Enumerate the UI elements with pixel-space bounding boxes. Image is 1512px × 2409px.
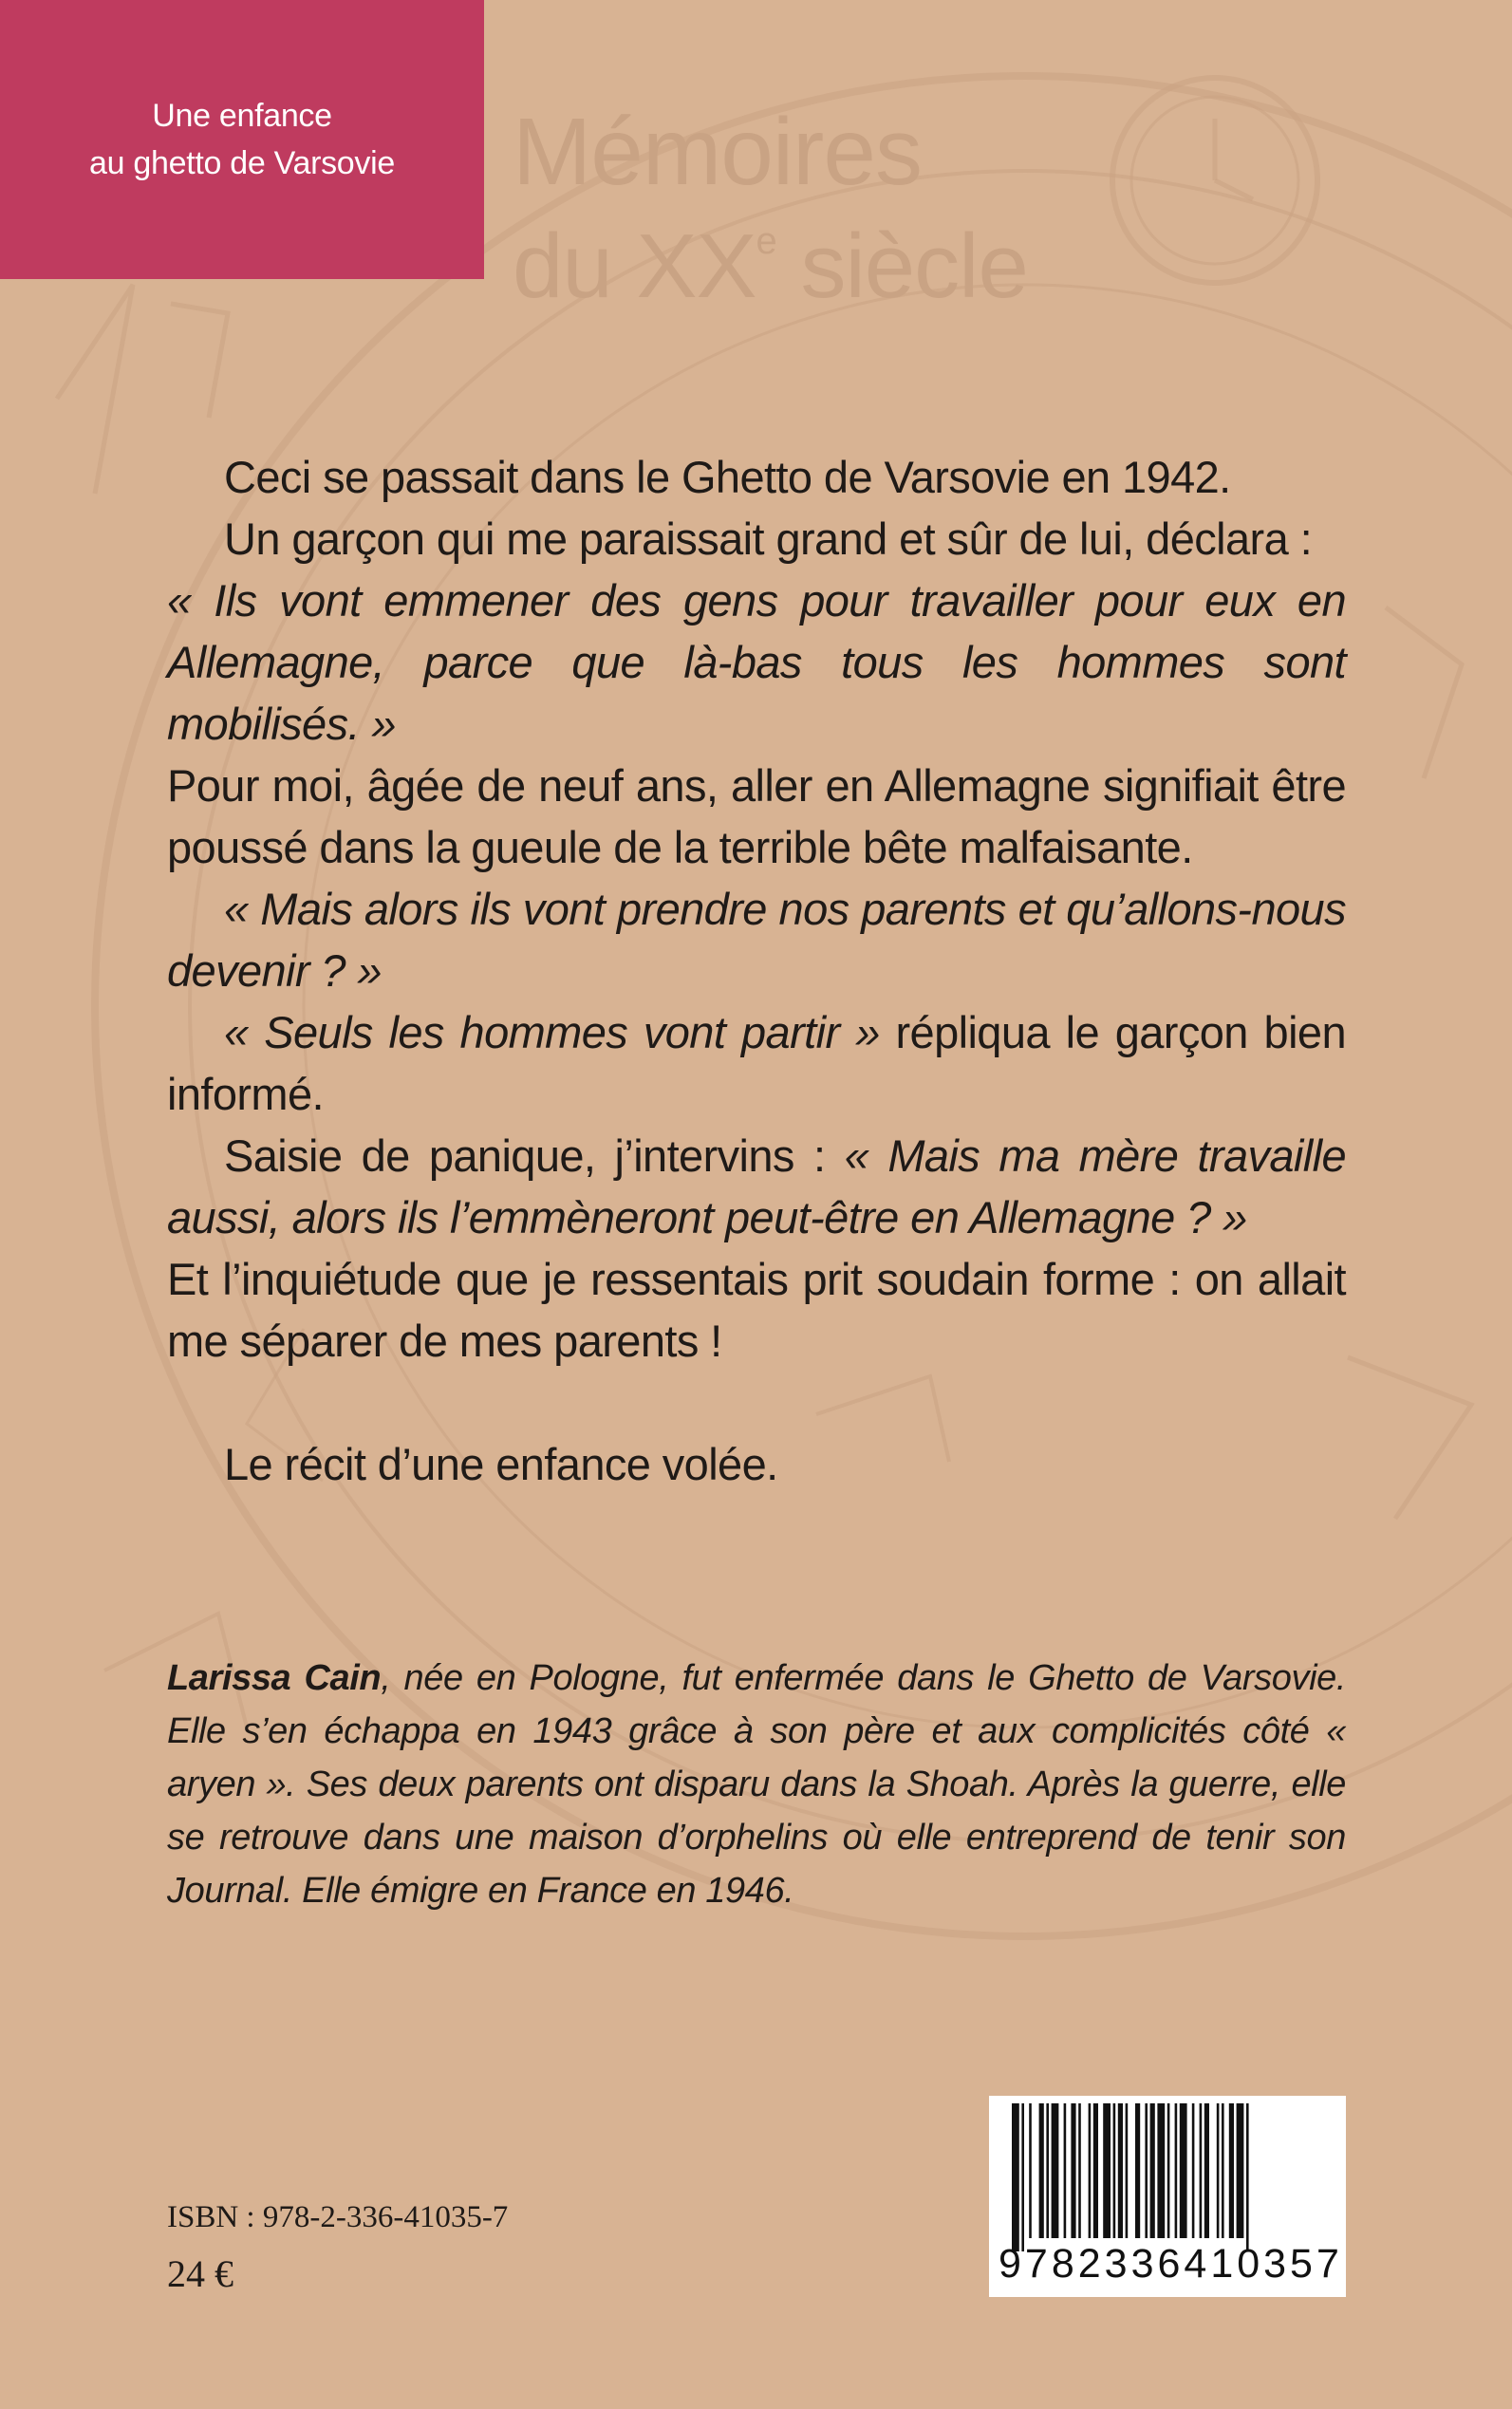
blurb-paragraph-2: Un garçon qui me paraissait grand et sûr de lui, déclara : xyxy=(224,514,1313,564)
author-bio-text: , née en Pologne, fut enfermée dans le Ghetto de Varsovie. Elle s’en échappa en 1943 grâce à son père et aux complicités côté « aryen ». Ses deux parents ont disparu dans la Shoah. Après la guerre, elle se retrouve dans une maison d’orphelins où elle entreprend de tenir son Journal. Elle émigre en France en 1946. xyxy=(167,1658,1347,1911)
blurb-quote-4-text: « Mais ma mère travaille aussi, alors ils l’emmèneront peut-être en Allemagne ? » xyxy=(167,1130,1346,1242)
barcode-bar xyxy=(1217,2103,1220,2238)
barcode-bar xyxy=(1145,2103,1148,2238)
blurb-quote-2 xyxy=(167,878,1346,1001)
barcode-bar xyxy=(1180,2103,1187,2238)
blurb-paragraph-7 xyxy=(167,1125,1346,1248)
barcode-bar xyxy=(1167,2103,1170,2238)
author-name: Larissa Cain xyxy=(167,1658,382,1698)
barcode-bar xyxy=(1204,2103,1209,2238)
blurb-paragraph-1: Ceci se passait dans le Ghetto de Varsovie en 1942. xyxy=(224,452,1231,502)
barcode-bar xyxy=(1071,2103,1075,2238)
barcode-bar xyxy=(1126,2103,1129,2238)
barcode-bar xyxy=(1222,2103,1224,2238)
barcode-bar xyxy=(1246,2103,1249,2251)
barcode-bar xyxy=(1192,2103,1195,2238)
price: 24 € xyxy=(167,2252,233,2295)
barcode-bar xyxy=(1089,2103,1092,2238)
author-bio xyxy=(167,1652,1346,1917)
series-title-prefix: du XX xyxy=(513,215,756,317)
blurb-quote-3-text: « Seuls les hommes vont partir » xyxy=(224,1007,880,1057)
barcode-bar xyxy=(1175,2103,1178,2238)
barcode-bar xyxy=(1093,2103,1098,2238)
barcode-bar xyxy=(1052,2103,1059,2238)
barcode-bar xyxy=(1046,2103,1049,2238)
series-title-line-1: Mémoires xyxy=(513,99,922,205)
barcode-digits: 9782336410357 xyxy=(999,2241,1343,2287)
title-banner xyxy=(0,0,484,279)
series-title-suffix: siècle xyxy=(775,215,1028,317)
barcode-bar xyxy=(1029,2103,1032,2238)
blurb-tagline: Le récit d’une enfance volée. xyxy=(224,1439,778,1489)
barcode-bar xyxy=(1157,2103,1165,2238)
book-title-line-1: Une enfance xyxy=(152,98,332,134)
barcode-bar xyxy=(1078,2103,1081,2238)
isbn: ISBN : 978-2-336-41035-7 xyxy=(167,2200,509,2234)
barcode-bar xyxy=(1135,2103,1140,2238)
barcode-bar xyxy=(1021,2103,1024,2251)
barcode-bar xyxy=(1064,2103,1067,2238)
barcode-bar xyxy=(1118,2103,1123,2238)
blurb-paragraph-6 xyxy=(167,1001,1346,1125)
barcode-bar xyxy=(1200,2103,1203,2238)
blurb-paragraph-6-rest: répliqua le garçon bien informé. xyxy=(167,1007,1347,1119)
barcode-bar xyxy=(1150,2103,1155,2238)
blurb-paragraph-7-start: Saisie de panique, j’intervins : xyxy=(224,1130,845,1181)
barcode-bar xyxy=(1237,2103,1244,2238)
blurb-quote-2-text: « Mais alors ils vont prendre nos parents et qu’allons-nous devenir ? » xyxy=(167,884,1346,996)
barcode-bar xyxy=(1103,2103,1111,2238)
blurb-text xyxy=(167,446,1346,1495)
blurb-paragraph-4: Pour moi, âgée de neuf ans, aller en Allemagne signifiait être poussé dans la gueule de la terrible bête malfaisante. xyxy=(167,760,1346,872)
barcode-bar xyxy=(1229,2103,1234,2238)
blurb-quote-1 xyxy=(167,570,1346,755)
barcode-bar xyxy=(1039,2103,1044,2238)
barcode-bar xyxy=(1012,2103,1019,2251)
blurb-quote-1-text: « Ils vont emmener des gens pour travailler pour eux en Allemagne, parce que là-bas tous les hommes sont mobilisés. » xyxy=(167,575,1346,749)
series-title-line-2 xyxy=(513,196,1028,317)
blurb-paragraph-8: Et l’inquiétude que je ressentais prit soudain forme : on allait me séparer de mes parents ! xyxy=(167,1254,1346,1366)
barcode-bar xyxy=(1113,2103,1116,2238)
series-title-superscript: e xyxy=(756,220,776,262)
book-title-line-2: au ghetto de Varsovie xyxy=(89,145,395,181)
